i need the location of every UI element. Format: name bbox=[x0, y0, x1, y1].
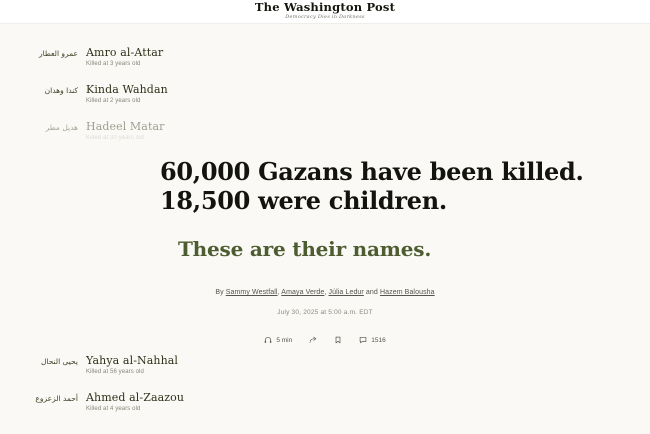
name-latin: Hadeel Matar bbox=[86, 120, 165, 133]
page-title: 60,000 Gazans have been killed. 18,500 were children. bbox=[160, 157, 584, 215]
share-button[interactable] bbox=[309, 336, 317, 344]
author-link-1[interactable]: Sammy Westfall bbox=[225, 289, 278, 296]
author-link-4[interactable]: Hazem Balousha bbox=[379, 289, 435, 296]
masthead bbox=[0, 0, 650, 24]
name-arabic: كندا وهدان bbox=[44, 86, 78, 95]
name-details bbox=[86, 46, 276, 69]
byline bbox=[0, 289, 650, 296]
author-link-3[interactable]: Júlia Ledur bbox=[328, 289, 364, 296]
name-entry[interactable] bbox=[0, 354, 650, 377]
listen-duration-label: 5 min bbox=[276, 336, 293, 344]
name-killed-age: Killed at 56 years old bbox=[86, 369, 144, 375]
comments-count: 1516 bbox=[371, 336, 386, 344]
listen-button[interactable] bbox=[264, 336, 292, 344]
name-details bbox=[86, 120, 276, 143]
name-killed-age: Killed at 2 years old bbox=[86, 98, 141, 104]
byline-conjunction: and bbox=[365, 289, 378, 296]
article-body bbox=[0, 24, 650, 434]
byline-prefix: By bbox=[215, 289, 224, 296]
name-latin: Kinda Wahdan bbox=[86, 83, 168, 96]
name-arabic: يحيى النحال bbox=[40, 357, 78, 366]
article-action-toolbar bbox=[0, 336, 650, 344]
article-subhead: These are their names. bbox=[178, 237, 432, 261]
article-timestamp: July 30, 2025 at 5:00 a.m. EDT bbox=[277, 309, 373, 316]
byline-sep: , bbox=[324, 289, 329, 296]
name-arabic: عمرو العطار bbox=[38, 49, 78, 58]
headphones-icon bbox=[264, 336, 272, 344]
headline-block bbox=[0, 157, 650, 261]
name-entry[interactable] bbox=[0, 391, 650, 414]
name-details bbox=[86, 354, 276, 377]
comments-button[interactable] bbox=[359, 336, 385, 344]
name-arabic: هديل مطر bbox=[45, 123, 78, 132]
name-arabic: أحمد الزعزوع bbox=[35, 394, 78, 403]
name-details bbox=[86, 83, 276, 106]
bookmark-button[interactable] bbox=[334, 336, 342, 344]
comment-icon bbox=[359, 336, 367, 344]
bookmark-icon bbox=[334, 336, 342, 344]
name-entry[interactable] bbox=[0, 46, 650, 69]
names-list-top bbox=[0, 24, 650, 143]
names-list-bottom bbox=[0, 344, 650, 414]
washington-post-logo[interactable]: The Washington Post bbox=[254, 0, 396, 14]
masthead-tagline: Democracy Dies in Darkness bbox=[285, 14, 365, 20]
name-entry[interactable] bbox=[0, 83, 650, 106]
name-details bbox=[86, 391, 276, 414]
name-killed-age: Killed at 4 years old bbox=[86, 406, 141, 412]
name-latin: Amro al-Attar bbox=[86, 46, 164, 59]
share-icon bbox=[309, 336, 317, 344]
name-entry[interactable] bbox=[0, 120, 650, 143]
author-link-2[interactable]: Amaya Verde bbox=[281, 289, 325, 296]
name-latin: Ahmed al-Zaazou bbox=[86, 391, 185, 404]
name-killed-age: Killed at 30 years old bbox=[86, 135, 144, 141]
name-killed-age: Killed at 3 years old bbox=[86, 61, 141, 67]
name-latin: Yahya al-Nahhal bbox=[86, 354, 179, 367]
byline-sep: , bbox=[277, 289, 282, 296]
